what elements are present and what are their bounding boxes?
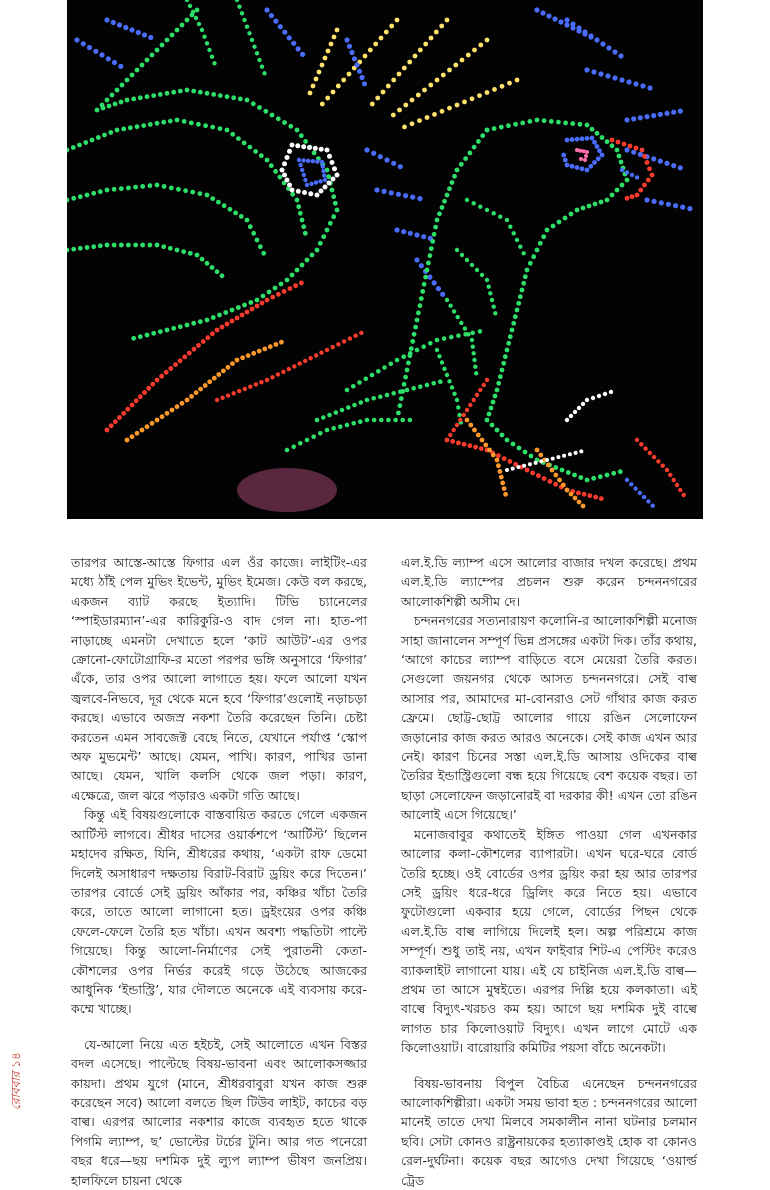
page-number: ১৪	[9, 1052, 23, 1068]
paragraph: বিষয়-ভাবনায় বিপুল বৈচিত্র এনেছেন চন্দননগরের আলোকশিল্পীরা। একটা সময় ভাবা হত : চন্দননগরের আলো মানেই তাতে দেখা মিলবে সমকালীন নানা ঘটনার চলমান ছবি। সেটা কোনও রাষ্ট্রনায়কের হত্যাকাণ্ডই হোক বা কোনও রেল-দুর্ঘটনা। কয়েক বছর আগেও দেখা গিয়েছে ‘ওয়ার্ল্ড ট্রেড	[401, 1075, 697, 1188]
paragraph: মনোজবাবুর কথাতেই ইঙ্গিত পাওয়া গেল এখনকার আলোর কলা-কৌশলের ব্যাপারটা। এখন ঘরে-ঘরে বোর্ড তৈরি হচ্ছে। ওই বোর্ডের ওপর ড্রয়িং করা হয় আর তারপর সেই ড্রয়িং ধরে-ধরে ড্রিলিং করে নিতে হয়। এভাবে ফুটোগুলো একবার হয়ে গেলে, বোর্ডের পিছন থেকে এল.ই.ডি বাল্ব লাগিয়ে দিলেই হল। অল্প পরিশ্রমে কাজ সম্পূর্ণ। শুধু তাই নয়, এখন ফাইবার শিট-এ পেস্টিং করেও ব্যাকলাইট লাগানো যায়। এই যে চাইনিজ এল.ই.ডি বাল্ব—প্রথম তা আসে মুম্বইতে। এরপর দিল্লি হয়ে কলকাতা। এই বাল্বে বিদ্যুৎ-খরচও কম হয়। আগে ছয় দশমিক দুই বাল্বে লাগত চার কিলোওয়াট বিদ্যুৎ। এখন লাগে মোটে এক কিলোওয়াট। বারোয়ারি কমিটির পয়সা বাঁচে অনেকটা।	[401, 826, 697, 1056]
parrot-light-photo	[67, 0, 703, 519]
magazine-name: রোববার	[9, 1071, 23, 1110]
article-left-column	[71, 553, 367, 1190]
paragraph: কিন্তু এই বিষয়গুলোকে বাস্তবায়িত করতে গেলে একজন আর্টিস্ট লাগবে। শ্রীধর দাসের ওয়ার্কশপে ‘আর্টিস্ট’ ছিলেন মহাদেব রক্ষিত, যিনি, শ্রীধরের কথায়, ‘একটা রাফ ডেমো দিলেই অসাধারণ দক্ষতায় বিরাট-বিরাট ড্রয়িং করে দিতেন।’ তারপর বোর্ডে সেই ড্রয়িং আঁকার পর, কঞ্চির খাঁচা তৈরি করে, তাতে আলো লাগানো হত। ড্রইংয়ের ওপর কঞ্চি ফেলে-ফেলে তৈরি হত খাঁচা। এখন অবশ্য পদ্ধতিটা পাল্টে গিয়েছে। কিন্তু আলো-নির্মাণের সেই পুরাতনী কেতা-কৌশলের ওপর নির্ভর করেই গড়ে উঠেছে আজকের আধুনিক ‘ইন্ডাস্ট্রি’, যার দৌলতে অনেকে এই ব্যবসায় করে-কম্মে খাচ্ছে।	[71, 807, 367, 1017]
parrot-illumination-graphic	[67, 0, 703, 519]
article-right-column	[401, 553, 697, 1190]
page-folio	[8, 1010, 38, 1110]
paragraph: তারপর আস্তে-আস্তে ফিগার এল ওঁর কাজে। লাইটিং-এর মধ্যে ঠাঁই পেল মুভিং ইভেন্ট, মুভিং ইমেজ। কেউ বল করছে, একজন ব্যাট করছে ইত্যাদি। টিভি চ্যানেলের ‘স্পাইডারম্যান’-এর কারিকুরি-ও বাদ গেল না। হাত-পা নাড়াচ্ছে এমনটা দেখাতে হলে ‘কাট আউট’-এর ওপর ক্রোনো-ফোটোগ্রাফি-র মতো পরপর ভঙ্গি অনুসারে ‘ফিগার’ এঁকে, তার ওপর আলো লাগাতে হয়। ফলে আলো যখন জ্বলবে-নিভবে, দূর থেকে মনে হবে ‘ফিগার’গুলোই নড়াচড়া করছে। এভাবে অজস্র নকশা তৈরি করেছেন তিনি। চেষ্টা করতেন এমন সাবজেক্ট বেছে নিতে, যেখানে পর্যাপ্ত ‘স্কোপ অফ মুভমেন্ট’ আছে। যেমন, পাখি। কারণ, পাখির ডানা আছে। যেমন, খালি কলসি থেকে জল পড়া। কারণ, এক্ষেত্রে, জল ঝরে পড়ারও একটা গতি আছে।	[71, 555, 367, 803]
paragraph: এল.ই.ডি ল্যাম্প এসে আলোর বাজার দখল করেছে। প্রথম এল.ই.ডি ল্যাম্পের প্রচলন শুরু করেন চন্দননগরের আলোকশিল্পী অসীম দে।	[401, 555, 697, 609]
paragraph: যে-আলো নিয়ে এত হইচই, সেই আলোতে এখন বিস্তর বদল এসেছে। পাল্টেছে বিষয়-ভাবনা এবং আলোকসজ্জার কায়দা। প্রথম যুগে (মানে, শ্রীধরবাবুরা যখন কাজ শুরু করেছেন সবে) আলো বলতে ছিল টিউব লাইট, কাচের বড় বাল্ব। এরপর আলোর নকশার কাজে ব্যবহৃত হতে থাকে পিগমি ল্যাম্প, ছ’ ভোল্টের টর্চের টুনি। আর গত পনেরো বছর ধরে—ছয় দশমিক দুই ল্যুপ ল্যাম্প ভীষণ জনপ্রিয়। হালফিলে চায়না থেকে	[71, 1036, 367, 1188]
paragraph: চন্দননগরের সত্যনারায়ণ কলোনি-র আলোকশিল্পী মনোজ সাহা জানালেন সম্পূর্ণ ভিন্ন প্রসঙ্গের একটা দিক। তাঁর কথায়, ‘আগে কাচের ল্যাম্প বাড়িতে বসে মেয়েরা তৈরি করত। সেগুলো জয়নগর থেকে আসত চন্দননগরে। সেই বাল্ব আসার পর, আমাদের মা-বোনরাও সেট গাঁথার কাজ করত ফ্রেমে। ছোট্ট-ছোট্ট আলোর গায়ে রঙিন সেলোফেন জড়ানোর কাজ করত আরও অনেকে। সেই কাজ এখন আর নেই। কারণ চিনের সস্তা এল.ই.ডি আসায় ওদিকের বাল্ব তৈরির ইন্ডাস্ট্রিগুলো বন্ধ হয়ে গিয়েছে বেশ কয়েক বছর। তা ছাড়া সেলোফেন জড়ানোরই বা দরকার কী! এখন তো রঙিন আলোই এসে গিয়েছে।’	[401, 613, 697, 823]
